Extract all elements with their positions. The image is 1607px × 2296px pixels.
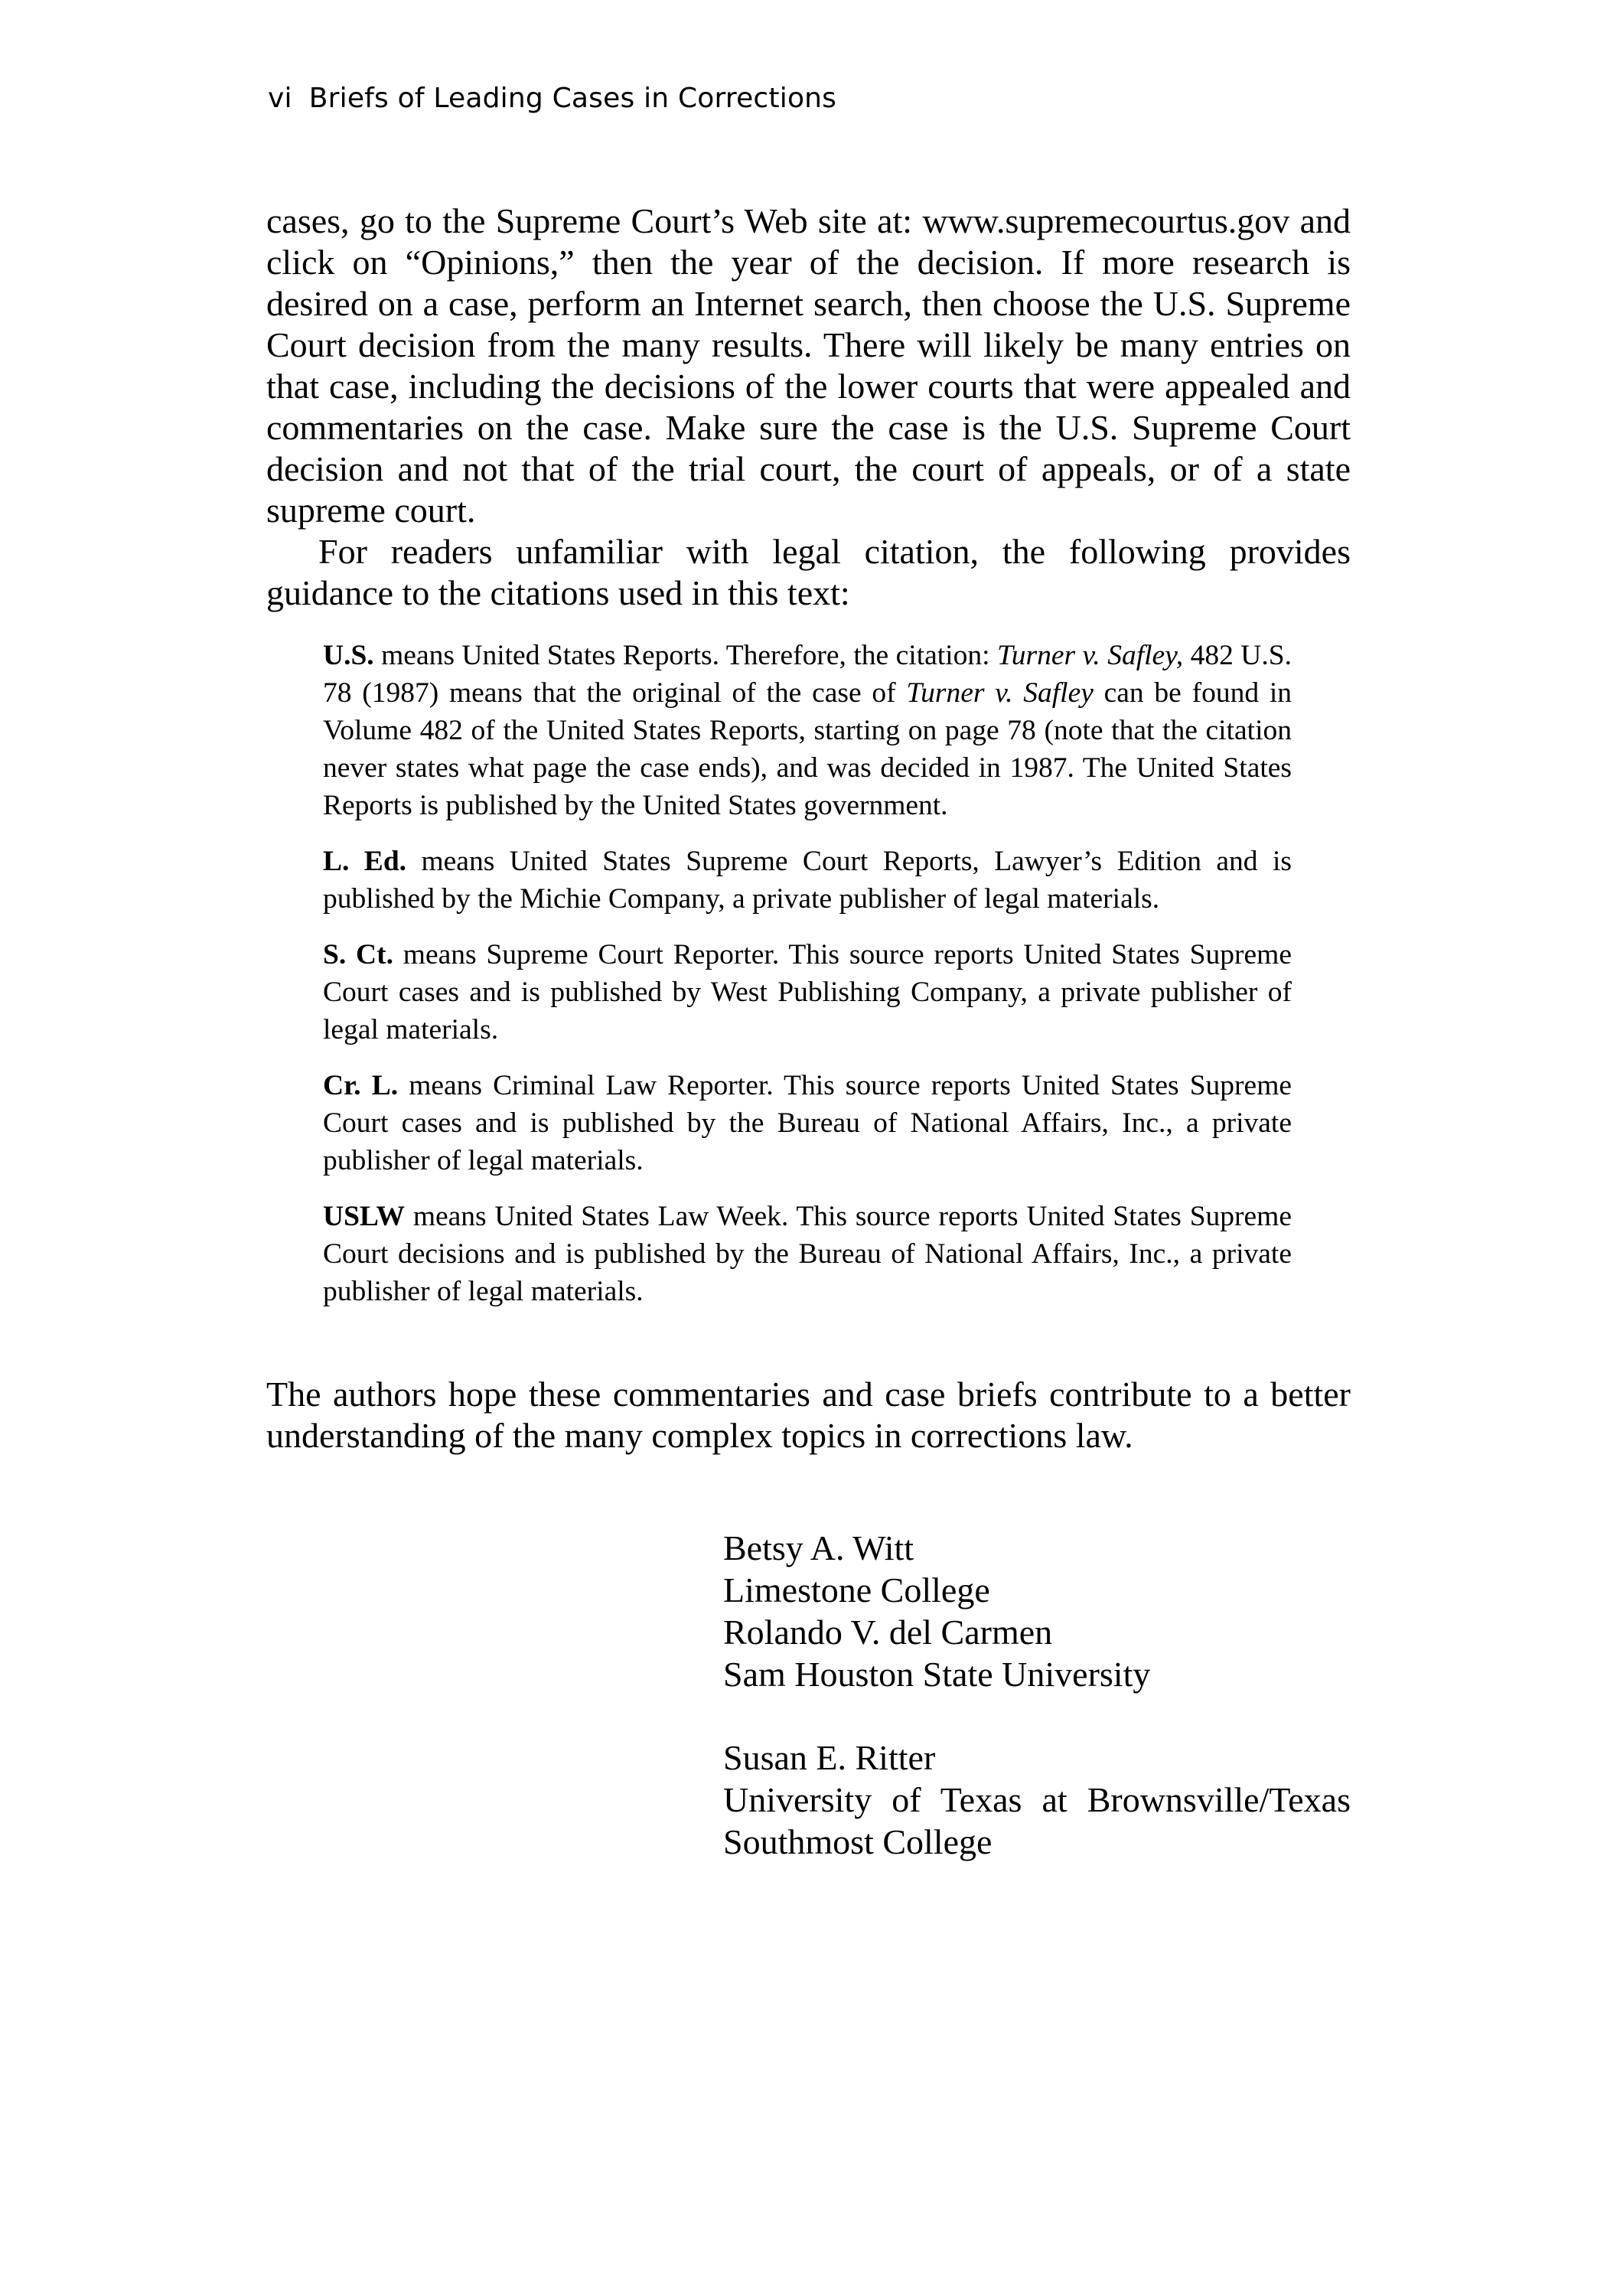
citation-list <box>323 637 1292 1329</box>
body-text <box>266 201 1351 614</box>
citation-led <box>323 843 1292 918</box>
closing-paragraph: The authors hope these commentaries and case briefs contribute to a better understanding of the many complex topics in corrections law. <box>266 1375 1351 1455</box>
citation-text: means Supreme Court Reporter. This source reports United States Supreme Court cases and is published by West Publishing Company, a private publisher of legal materials. <box>323 939 1292 1045</box>
citation-abbr: USLW <box>323 1201 406 1232</box>
page-number: vi <box>268 83 292 114</box>
citation-uslw <box>323 1198 1292 1310</box>
author-affiliation: University of Texas at Brownsville/Texas <box>723 1780 1351 1819</box>
author-name: Betsy A. Witt <box>723 1528 914 1567</box>
citation-text: means United States Reports. Therefore, the citation: <box>373 640 997 671</box>
paragraph-research: cases, go to the Supreme Court’s Web site at: www.supremecourtus.gov and click on “Opinions,” then the year of the decision. If more research is desired on a case, perform an Internet search, then choose the U.S. Supreme Court decision from the many results. There will likely be many entries on that case, including the decisions of the lower courts that were appealed and commentaries on the case. Make sure the case is the U.S. Supreme Court decision and not that of the trial court, the court of appeals, or of a state supreme court. <box>266 201 1351 530</box>
author-name: Susan E. Ritter <box>723 1738 936 1777</box>
case-name: Turner v. Safley, <box>996 640 1184 671</box>
author-affiliation: Limestone College <box>723 1570 990 1609</box>
citation-us <box>323 637 1292 824</box>
citation-abbr: U.S. <box>323 640 374 671</box>
author-affiliation-cont: Southmost College <box>723 1822 993 1861</box>
paragraph-citation-intro: For readers unfamiliar with legal citation, the following provides guidance to the citations used in this text: <box>266 532 1351 612</box>
author-name: Rolando V. del Carmen <box>723 1613 1053 1652</box>
citation-abbr: S. Ct. <box>323 939 393 970</box>
signature-group-1 <box>723 1527 1351 1695</box>
citation-text: means United States Supreme Court Reports, Lawyer’s Edition and is published by the Michie Company, a private publisher of legal materials. <box>323 846 1292 915</box>
citation-abbr: Cr. L. <box>323 1070 399 1101</box>
citation-crl <box>323 1067 1292 1179</box>
citation-sct <box>323 936 1292 1049</box>
citation-abbr: L. Ed. <box>323 846 407 877</box>
citation-text: means Criminal Law Reporter. This source reports United States Supreme Court cases and is published by the Bureau of National Affairs, Inc., a private publisher of legal materials. <box>323 1070 1292 1176</box>
author-affiliation: Sam Houston State University <box>723 1655 1151 1694</box>
citation-text: can be found in Volume 482 of the United States Reports, starting on page 78 (note that the citation never states what page the case ends), and was decided in 1987. The United States Reports is published by the United States government. <box>323 677 1292 821</box>
running-title: Briefs of Leading Cases in Corrections <box>308 83 837 114</box>
citation-text: 482 U.S. 78 (1987) means that the original of the case of <box>323 640 1292 709</box>
case-name: Turner v. Safley <box>906 677 1094 709</box>
author-signatures <box>723 1527 1351 1904</box>
signature-group-2 <box>723 1737 1351 1863</box>
running-head <box>268 83 836 114</box>
citation-text: means United States Law Week. This source reports United States Supreme Court decisions and is published by the Bureau of National Affairs, Inc., a private publisher of legal materials. <box>323 1201 1292 1307</box>
